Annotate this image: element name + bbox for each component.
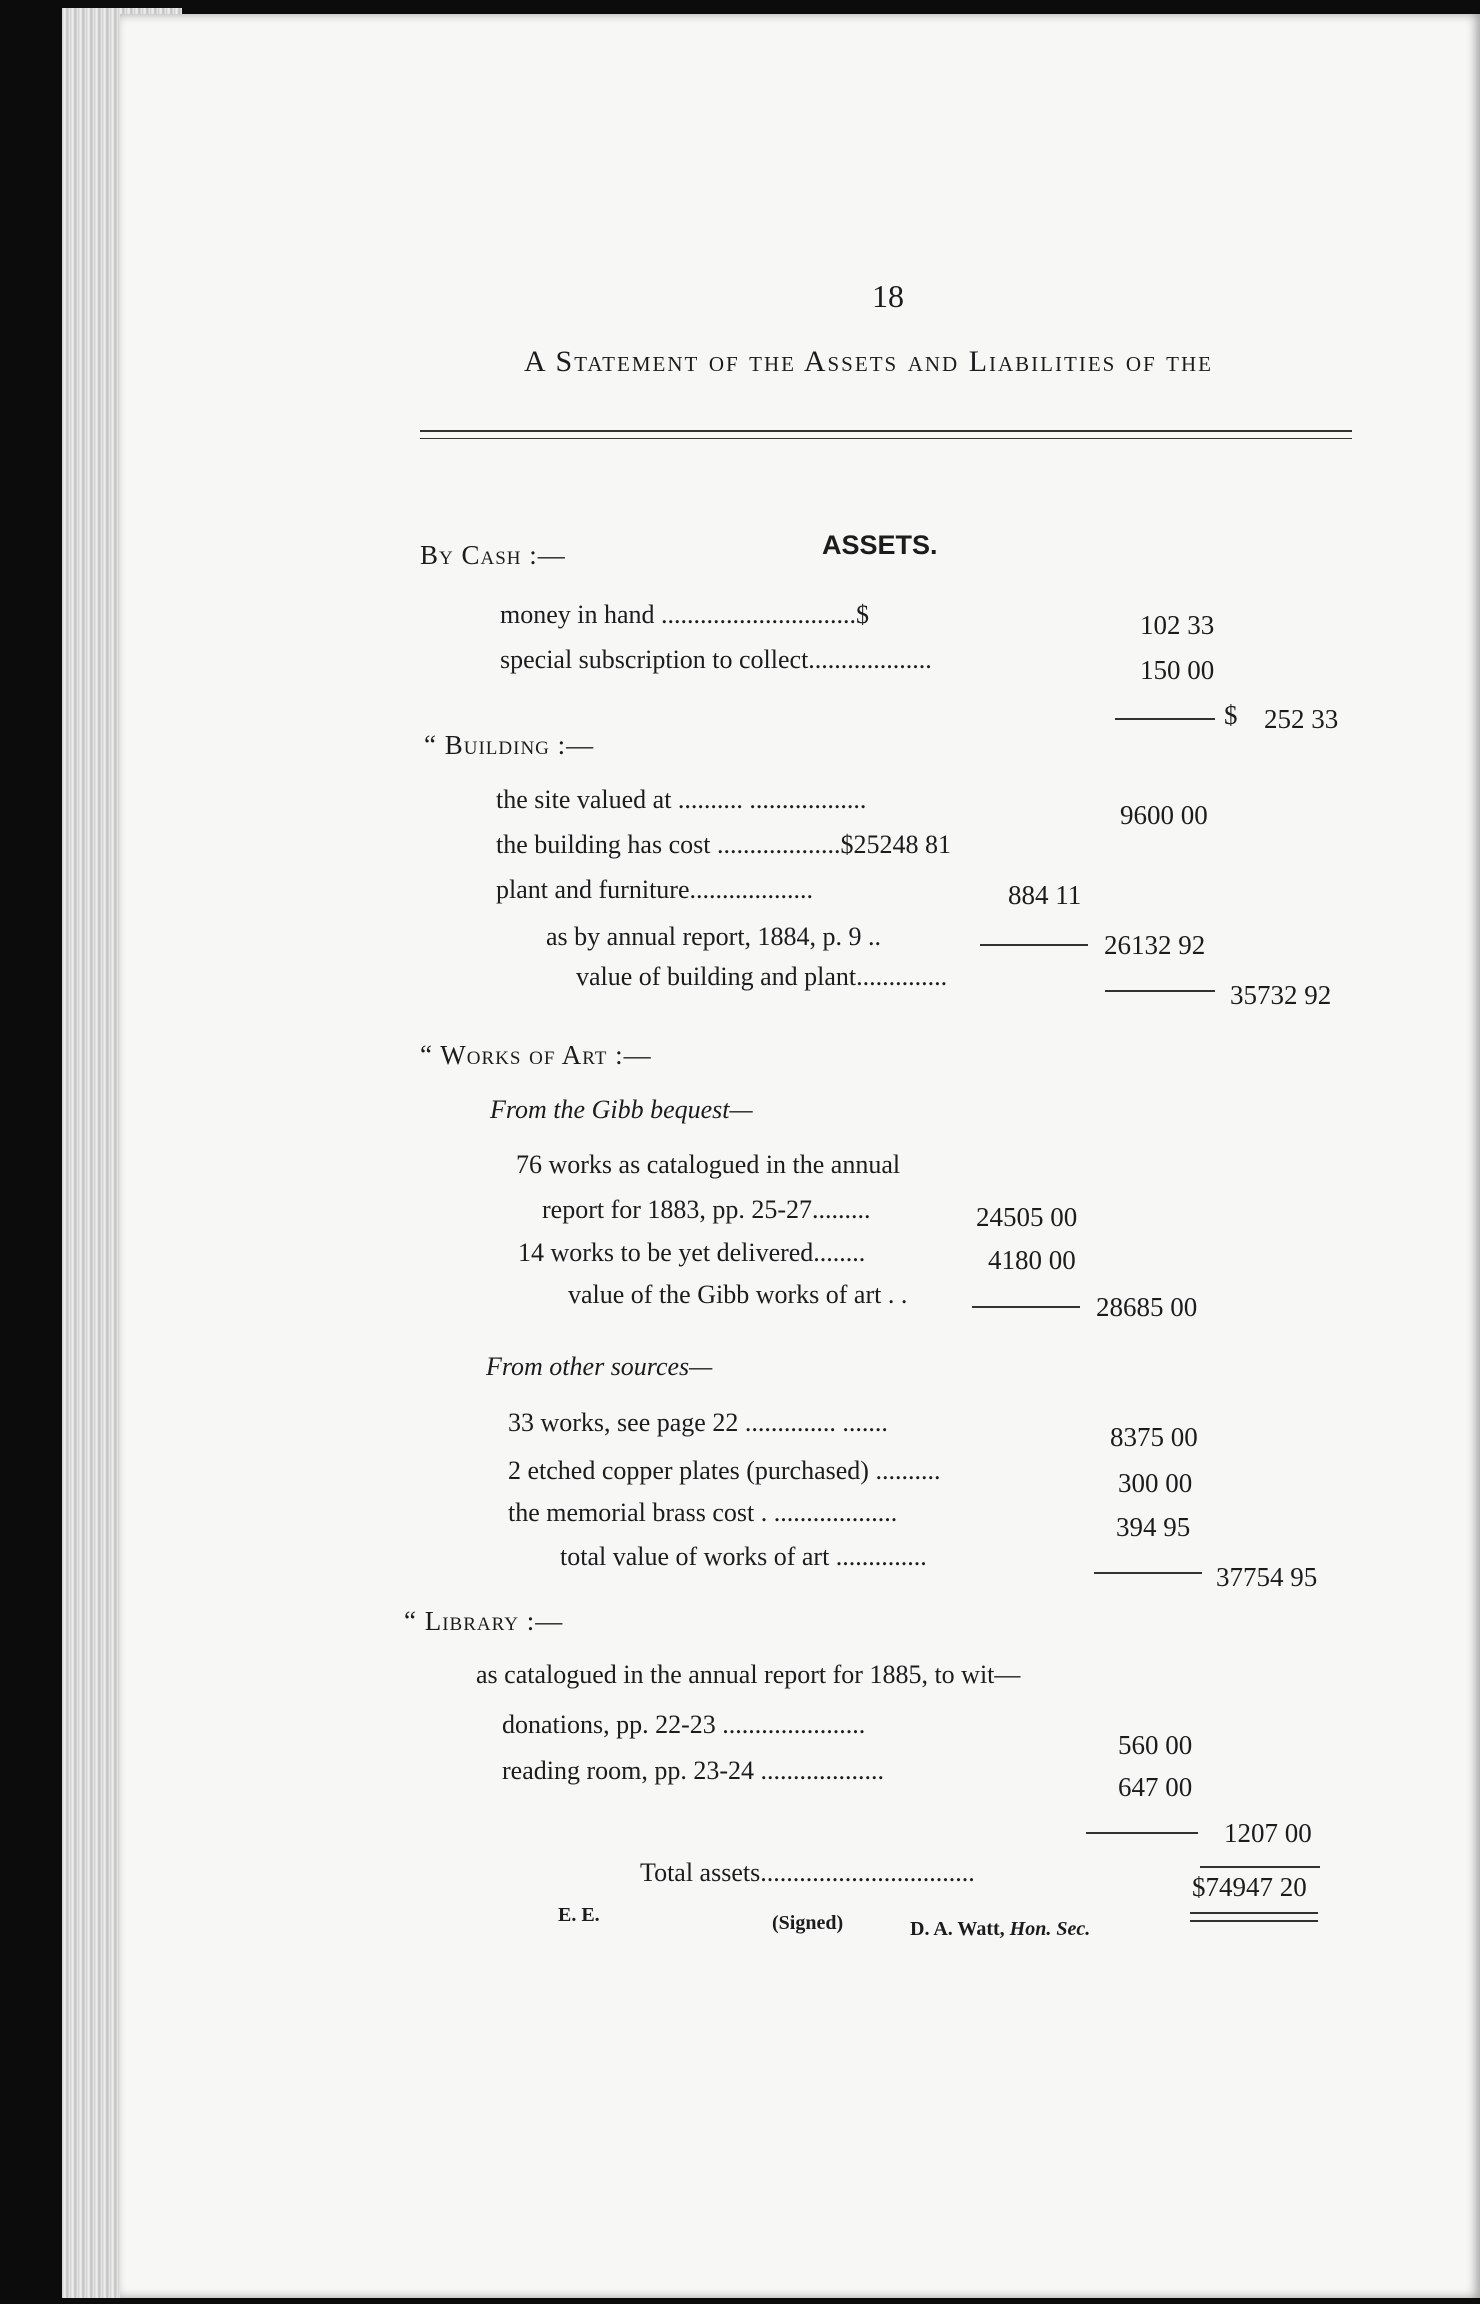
gibb-14-works-amount: 4180 00 xyxy=(988,1245,1076,1275)
heading-rule-bottom xyxy=(420,438,1352,439)
other-line-copper-plates: 2 etched copper plates (purchased) .......... xyxy=(508,1456,941,1485)
works-of-art-total-amount: 37754 95 xyxy=(1216,1562,1318,1592)
signature-line xyxy=(910,1918,1090,1941)
special-subscription-amount: 150 00 xyxy=(1140,655,1215,685)
library-total-amount: 1207 00 xyxy=(1224,1818,1312,1848)
library-reading-room: reading room, pp. 23-24 ................... xyxy=(502,1756,885,1785)
building-site: the site valued at .......... .................. xyxy=(496,785,867,814)
gibb-line-report-1883: report for 1883, pp. 25-27......... xyxy=(542,1195,871,1224)
money-in-hand: money in hand ..............................$ xyxy=(500,600,870,629)
cash-rule xyxy=(1115,718,1215,720)
building-site-amount: 9600 00 xyxy=(1120,800,1208,830)
library-reading-room-amount: 647 00 xyxy=(1118,1772,1193,1802)
gibb-value: value of the Gibb works of art . . xyxy=(568,1280,908,1309)
signature-title: Hon. Sec. xyxy=(1009,1918,1091,1940)
plant-furniture: plant and furniture................... xyxy=(496,875,813,904)
library-rule xyxy=(1086,1832,1198,1834)
cash-header: By Cash :— xyxy=(420,540,566,570)
total-assets-double-rule-1 xyxy=(1190,1912,1318,1914)
gibb-line-76-works: 76 works as catalogued in the annual xyxy=(516,1150,901,1179)
gibb-value-rule xyxy=(972,1306,1080,1308)
cash-total: 252 33 xyxy=(1264,704,1339,734)
other-line-memorial-brass: the memorial brass cost . ................... xyxy=(508,1498,898,1527)
other-sources-header: From other sources— xyxy=(486,1352,713,1381)
heading-rule-top xyxy=(420,430,1352,432)
other-memorial-brass-amount: 394 95 xyxy=(1116,1512,1191,1542)
money-in-hand-amount: 102 33 xyxy=(1140,610,1215,640)
page-heading: A Statement of the Assets and Liabilities of the xyxy=(524,345,1213,378)
building-value: value of building and plant.............. xyxy=(576,962,948,991)
works-of-art-total: total value of works of art .............. xyxy=(560,1542,927,1571)
signature-signed: (Signed) xyxy=(772,1912,844,1934)
total-assets-rule-top xyxy=(1200,1866,1320,1868)
building-header: “ Building :— xyxy=(424,730,595,760)
plant-furniture-amount: 884 11 xyxy=(1008,880,1082,910)
gibb-report-1883-amount: 24505 00 xyxy=(976,1202,1078,1232)
library-intro: as catalogued in the annual report for 1885, to wit— xyxy=(476,1660,1021,1689)
works-of-art-total-rule xyxy=(1094,1572,1202,1574)
total-assets-double-rule-2 xyxy=(1190,1920,1318,1922)
gibb-value-amount: 28685 00 xyxy=(1096,1292,1198,1322)
library-header: “ Library :— xyxy=(404,1606,564,1636)
assets-title: ASSETS. xyxy=(822,530,938,560)
annual-report-rule xyxy=(980,944,1088,946)
total-assets-amount: $74947 20 xyxy=(1192,1872,1307,1902)
annual-report-1884: as by annual report, 1884, p. 9 .. xyxy=(546,922,882,951)
total-assets-label: Total assets................................. xyxy=(640,1858,975,1887)
works-of-art-header: “ Works of Art :— xyxy=(420,1040,652,1070)
special-subscription: special subscription to collect................... xyxy=(500,645,932,674)
annual-report-amount: 26132 92 xyxy=(1104,930,1206,960)
building-value-amount: 35732 92 xyxy=(1230,980,1332,1010)
cash-total-prefix: $ xyxy=(1224,700,1238,730)
building-value-rule xyxy=(1105,990,1215,992)
library-donations: donations, pp. 22-23 ...................... xyxy=(502,1710,866,1739)
signature-initials: E. E. xyxy=(558,1904,600,1926)
gibb-line-14-works: 14 works to be yet delivered........ xyxy=(518,1238,866,1267)
other-33-works-amount: 8375 00 xyxy=(1110,1422,1198,1452)
library-donations-amount: 560 00 xyxy=(1118,1730,1193,1760)
other-copper-plates-amount: 300 00 xyxy=(1118,1468,1193,1498)
page-number: 18 xyxy=(872,278,904,314)
other-line-33-works: 33 works, see page 22 .............. ....... xyxy=(508,1408,888,1437)
gibb-bequest-header: From the Gibb bequest— xyxy=(490,1095,753,1124)
signature-name: D. A. Watt, xyxy=(910,1918,1010,1940)
building-cost: the building has cost ...................$25248 81 xyxy=(496,830,951,859)
